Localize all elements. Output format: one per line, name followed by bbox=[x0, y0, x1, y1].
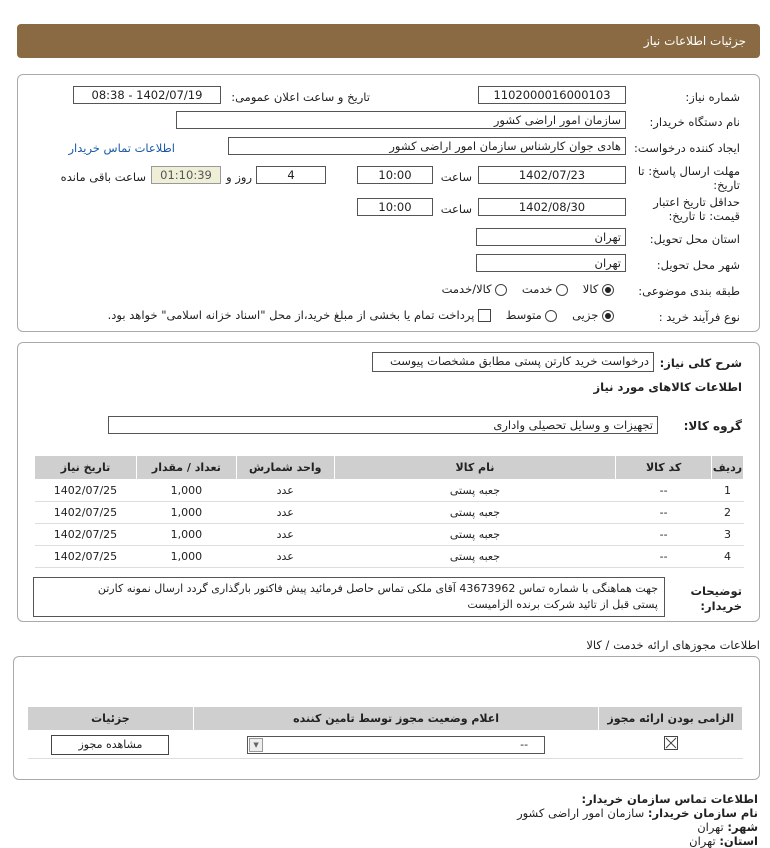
contact-city-label: شهر: bbox=[727, 820, 758, 834]
table-row bbox=[28, 731, 743, 759]
creator-label: ایجاد کننده درخواست: bbox=[634, 141, 740, 155]
cell-name: جعبه پستی bbox=[334, 546, 615, 568]
cell-name: جعبه پستی bbox=[334, 480, 615, 502]
cell-code: -- bbox=[616, 546, 712, 568]
license-required-cell bbox=[599, 731, 743, 759]
city-label: شهر محل تحویل: bbox=[656, 258, 740, 272]
col-license-details: جزئیات bbox=[28, 707, 194, 731]
contact-org: سازمان امور اراضی کشور bbox=[517, 806, 645, 820]
validity-date-field: 1402/08/30 bbox=[478, 198, 626, 216]
licenses-table bbox=[27, 706, 743, 759]
deadline-label-2: تاریخ: bbox=[713, 178, 740, 192]
notes-label-2: خریدار: bbox=[700, 599, 742, 613]
radio-goods[interactable] bbox=[602, 284, 614, 296]
buyer-contact-link[interactable]: اطلاعات تماس خریدار bbox=[68, 141, 175, 155]
announce-label: تاریخ و ساعت اعلان عمومی: bbox=[231, 90, 370, 104]
goods-table bbox=[34, 455, 744, 568]
license-details-cell bbox=[28, 731, 194, 759]
page-title: جزئیات اطلاعات نیاز bbox=[643, 34, 746, 48]
cell-quantity: 1,000 bbox=[136, 480, 236, 502]
cell-row: 2 bbox=[712, 502, 744, 524]
cell-code: -- bbox=[616, 480, 712, 502]
cell-quantity: 1,000 bbox=[136, 524, 236, 546]
col-row: ردیف bbox=[712, 456, 744, 480]
table-row bbox=[35, 524, 744, 546]
cell-unit: عدد bbox=[236, 502, 334, 524]
deadline-time-field: 10:00 bbox=[357, 166, 433, 184]
cell-date: 1402/07/25 bbox=[35, 502, 137, 524]
col-code: کد کالا bbox=[616, 456, 712, 480]
process-options bbox=[108, 308, 614, 322]
process-option-minor: جزیی bbox=[572, 308, 599, 322]
need-number-field: 1102000016000103 bbox=[478, 86, 626, 104]
radio-service[interactable] bbox=[556, 284, 568, 296]
remaining-label: ساعت باقی مانده bbox=[60, 170, 146, 184]
treasury-checkbox[interactable] bbox=[478, 309, 491, 322]
checkbox-crossed-icon bbox=[664, 736, 678, 750]
radio-medium[interactable] bbox=[545, 310, 557, 322]
contact-city-row bbox=[697, 820, 758, 834]
process-label: نوع فرآیند خرید : bbox=[658, 310, 740, 324]
col-license-status: اعلام وضعیت مجوز توسط تامین کننده bbox=[193, 707, 599, 731]
view-license-button[interactable]: مشاهده مجوز bbox=[51, 735, 169, 755]
page-header bbox=[17, 24, 760, 58]
license-status-value: -- bbox=[520, 737, 529, 751]
creator-field: هادی جوان کارشناس سازمان امور اراضی کشور bbox=[228, 137, 626, 155]
category-option-goods: کالا bbox=[582, 282, 599, 296]
cell-row: 1 bbox=[712, 480, 744, 502]
notes-box bbox=[33, 577, 665, 617]
table-row bbox=[35, 502, 744, 524]
cell-row: 4 bbox=[712, 546, 744, 568]
cell-quantity: 1,000 bbox=[136, 502, 236, 524]
dropdown-arrow-icon[interactable]: ▼ bbox=[249, 738, 263, 752]
notes-line-2: پستی قبل از تائید شرکت برنده الزامیست bbox=[467, 598, 658, 611]
category-option-service: خدمت bbox=[521, 282, 553, 296]
goods-group-label: گروه کالا: bbox=[683, 419, 742, 433]
notes-line-1: جهت هماهنگی با شماره تماس 43673962 آقای ملکی تماس حاصل فرمائید پیش فاکتور بارگذاری گردد ارسال نمونه کارتن bbox=[97, 582, 658, 595]
contact-title: اطلاعات تماس سازمان خریدار: bbox=[581, 792, 758, 806]
city-field: تهران bbox=[476, 254, 626, 272]
province-label: استان محل تحویل: bbox=[649, 232, 740, 246]
cell-code: -- bbox=[616, 524, 712, 546]
radio-minor[interactable] bbox=[602, 310, 614, 322]
days-label: روز و bbox=[226, 170, 252, 184]
license-status-select[interactable] bbox=[247, 736, 545, 754]
category-label: طبقه بندی موضوعی: bbox=[638, 284, 740, 298]
description-label: شرح کلی نیاز: bbox=[659, 356, 742, 370]
table-row bbox=[35, 546, 744, 568]
cell-unit: عدد bbox=[236, 480, 334, 502]
cell-quantity: 1,000 bbox=[136, 546, 236, 568]
buyer-org-field: سازمان امور اراضی کشور bbox=[176, 111, 626, 129]
contact-province-row bbox=[689, 834, 758, 848]
cell-row: 3 bbox=[712, 524, 744, 546]
validity-time-field: 10:00 bbox=[357, 198, 433, 216]
col-unit: واحد شمارش bbox=[236, 456, 334, 480]
cell-unit: عدد bbox=[236, 524, 334, 546]
cell-code: -- bbox=[616, 502, 712, 524]
cell-name: جعبه پستی bbox=[334, 502, 615, 524]
validity-label-1: حداقل تاریخ اعتبار bbox=[653, 195, 740, 209]
category-options bbox=[442, 282, 614, 296]
goods-table-header bbox=[35, 456, 744, 480]
col-quantity: تعداد / مقدار bbox=[136, 456, 236, 480]
col-date: تاریخ نیاز bbox=[35, 456, 137, 480]
validity-time-label: ساعت bbox=[440, 202, 472, 216]
description-field: درخواست خرید کارتن پستی مطابق مشخصات پیوست bbox=[372, 352, 654, 372]
radio-goods-service[interactable] bbox=[495, 284, 507, 296]
col-name: نام کالا bbox=[334, 456, 615, 480]
remaining-field: 01:10:39 bbox=[151, 166, 221, 184]
cell-date: 1402/07/25 bbox=[35, 480, 137, 502]
payment-note: پرداخت تمام یا بخشی از مبلغ خرید،از محل "اسناد خزانه اسلامی" خواهد بود. bbox=[107, 308, 475, 322]
contact-province-label: استان: bbox=[719, 834, 758, 848]
licenses-table-header bbox=[28, 707, 743, 731]
notes-label-1: توضیحات bbox=[690, 584, 742, 598]
goods-group-field: تجهیزات و وسایل تحصیلی واداری bbox=[108, 416, 658, 434]
cell-date: 1402/07/25 bbox=[35, 524, 137, 546]
col-license-required: الزامی بودن ارائه مجوز bbox=[599, 707, 743, 731]
process-option-medium: متوسط bbox=[505, 308, 542, 322]
cell-unit: عدد bbox=[236, 546, 334, 568]
license-status-cell bbox=[193, 731, 599, 759]
province-field: تهران bbox=[476, 228, 626, 246]
contact-province: تهران bbox=[689, 834, 716, 848]
days-field: 4 bbox=[256, 166, 326, 184]
cell-date: 1402/07/25 bbox=[35, 546, 137, 568]
need-number-label: شماره نیاز: bbox=[685, 90, 740, 104]
announce-field: 1402/07/19 - 08:38 bbox=[73, 86, 221, 104]
deadline-date-field: 1402/07/23 bbox=[478, 166, 626, 184]
category-option-goods-service: کالا/خدمت bbox=[441, 282, 492, 296]
deadline-label-1: مهلت ارسال پاسخ: تا bbox=[637, 164, 740, 178]
contact-org-row bbox=[517, 806, 758, 820]
buyer-org-label: نام دستگاه خریدار: bbox=[649, 115, 740, 129]
cell-name: جعبه پستی bbox=[334, 524, 615, 546]
deadline-time-label: ساعت bbox=[440, 170, 472, 184]
table-row bbox=[35, 480, 744, 502]
licenses-title: اطلاعات مجوزهای ارائه خدمت / کالا bbox=[586, 638, 760, 652]
contact-org-label: نام سازمان خریدار: bbox=[647, 806, 758, 820]
validity-label-2: قیمت: تا تاریخ: bbox=[668, 209, 740, 223]
contact-city: تهران bbox=[697, 820, 724, 834]
goods-title: اطلاعات کالاهای مورد نیاز bbox=[593, 380, 742, 394]
